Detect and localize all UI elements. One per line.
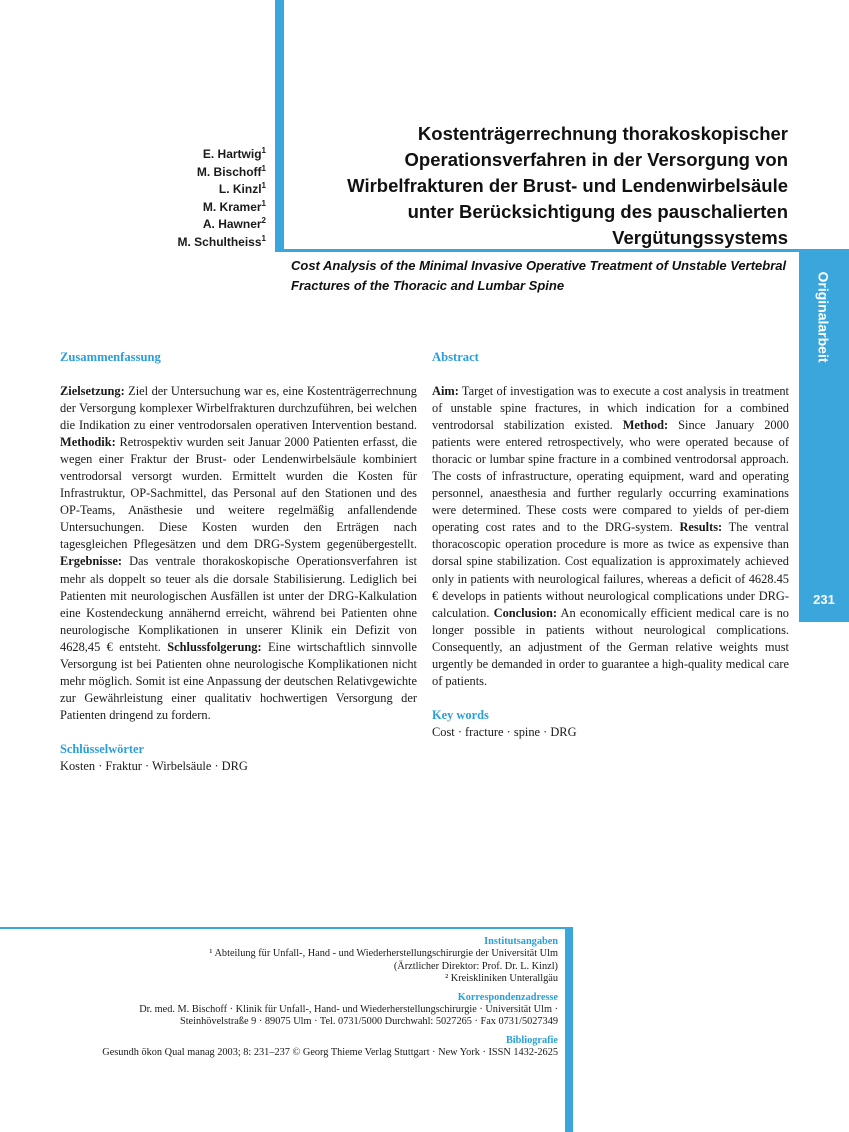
english-abstract-heading: Abstract <box>432 350 479 364</box>
subtitle-line: Cost Analysis of the Minimal Invasive Operative Treatment of Unstable Vertebral <box>291 258 787 273</box>
author: A. Hawner$^2$ <box>202 216 266 231</box>
institute-line: (Ärztlicher Direktor: Prof. Dr. L. Kinzl) <box>393 960 558 972</box>
institute-line: ² Kreiskliniken Unterallgäu <box>445 973 558 985</box>
english-keywords: Cost · fracture · spine · DRG <box>432 724 577 739</box>
subtitle-line: Fractures of the Thoracic and Lumbar Spine <box>291 278 565 293</box>
german-abstract-column <box>60 349 417 775</box>
english-abstract-text: Aim: Target of investigation was to execute a cost analysis in treatment of unstable spine fractures, in which indication for a combined ventrodorsal stabilization existed. Method: Since January 2000 patients were entered retrospectively, who were operated because of thoracic or lumbar spine fracture in a combined ventrodorsal approach. The costs of infrastructure, operating equipment, ward and operating personnel, anaesthesia and further regularly occurring examinations were determined. These costs were compared to yields of per-diem operating cost rates and to the DRG-system. Results: The ventral thoracoscopic operation procedure is more as twice as expensive than dorsal spine stabilization. Cost equalization is approximately achieved only in patients with neurological failures, whereas a deficit of 4628.45 € develops in patients without neurological complications under DRG-calculation. Conclusion: An economically efficient medical care is no longer possible in patients without neurological complications. Consequently, an adjustment of the German relative weights must urgently be demanded in order to guarantee a high-quality medical care of patients. <box>432 384 790 688</box>
correspondence-line: Dr. med. M. Bischoff · Klinik für Unfall-, Hand- und Wiederherstellungschirurgie · Universität Ulm · <box>139 1004 558 1016</box>
bibliography-heading: Bibliografie <box>505 1034 558 1046</box>
top-vertical-accent-bar <box>275 0 284 252</box>
affiliation-block <box>38 936 558 1060</box>
institute-line: ¹ Abteilung für Unfall-, Hand - und Wiederherstellungschirurgie der Universität Ulm <box>209 948 558 960</box>
title-line: Vergütungssystems <box>612 227 788 248</box>
correspondence-heading: Korrespondenzadresse <box>457 991 558 1003</box>
title-line: unter Berücksichtigung des pauschalierten <box>407 201 788 222</box>
affiliation-rule <box>0 927 573 929</box>
author: L. Kinzl$^1$ <box>218 181 266 196</box>
title-line: Kostenträgerrechnung thorakoskopischer <box>417 123 788 144</box>
author: M. Schultheiss$^1$ <box>177 233 266 249</box>
correspondence-line: Steinhövelstraße 9 · 89075 Ulm · Tel. 0731/5000 Durchwahl: 5027265 · Fax 0731/5027349 <box>179 1016 558 1028</box>
german-abstract-text: Zielsetzung: Ziel der Untersuchung war es, eine Kostenträgerrechnung der Versorgung komplexer Wirbelfrakturen durchzuführen, bei welchen die Indikation zu einer ventrodorsalen operativen Intervention bestand. Methodik: Retrospektiv wurden seit Januar 2000 Patienten erfasst, die wegen einer Fraktur der Brust- oder Lendenwirbelsäule kombiniert ventrodorsal versorgt wurden. Ermittelt wurden die Kosten für Infrastruktur, OP-Sachmittel, das Personal auf den Stationen und des OP-Teams, Anästhesie und weitere regelmäßig anfallendende Untersuchungen. Diese Kosten wurden den Erträgen nach tagesgleichen Pflegesätzen und dem DRG-System gegenübergestellt. Ergebnisse: Das ventrale thorakoskopische Operationsverfahren ist mehr als doppelt so teuer als die dorsale Stabilisierung. Lediglich bei Patienten mit neurologischen Ausfällen ist unter der DRG-Kalkulation eine Kostendeckung annähernd erreicht, während bei Patienten ohne neurologische Komplikationen in unserer Klinik ein Defizit von 4628,45 € entsteht. Schlussfolgerung: Eine wirtschaftlich sinnvolle Versorgung ist bei Patienten ohne neurologische Komplikationen nicht mehr möglich. Somit ist eine Anpassung der deutschen Relativgewichte zur Gewährleistung einer qualitativ hochwertigen Versorgung der Patienten dringend zu fordern. <box>60 384 417 722</box>
german-abstract-heading: Zusammenfassung <box>60 350 161 364</box>
german-keywords-heading: Schlüsselwörter <box>60 741 144 756</box>
german-keywords: Kosten · Fraktur · Wirbelsäule · DRG <box>60 758 248 773</box>
bibliography-line: Gesundh ökon Qual manag 2003; 8: 231–237 © Georg Thieme Verlag Stuttgart · New York · ISSN 1432-2625 <box>102 1047 558 1059</box>
page-number: 231 <box>813 592 835 607</box>
title-line: Wirbelfrakturen der Brust- und Lendenwirbelsäule <box>347 175 788 196</box>
institute-heading: Institutsangaben <box>484 936 558 947</box>
author: M. Kramer$^1$ <box>202 198 266 214</box>
title-line: Operationsverfahren in der Versorgung von <box>404 149 788 170</box>
author-list <box>66 146 266 251</box>
author: M. Bischoff$^1$ <box>196 163 266 179</box>
article-title <box>300 121 788 251</box>
side-tab-label: Originalarbeit <box>816 271 832 363</box>
affiliation-accent-bar <box>565 927 573 1132</box>
english-keywords-heading: Key words <box>432 707 489 722</box>
english-title <box>291 256 791 296</box>
author: E. Hartwig$^1$ <box>202 146 266 161</box>
english-abstract-column <box>432 349 789 741</box>
